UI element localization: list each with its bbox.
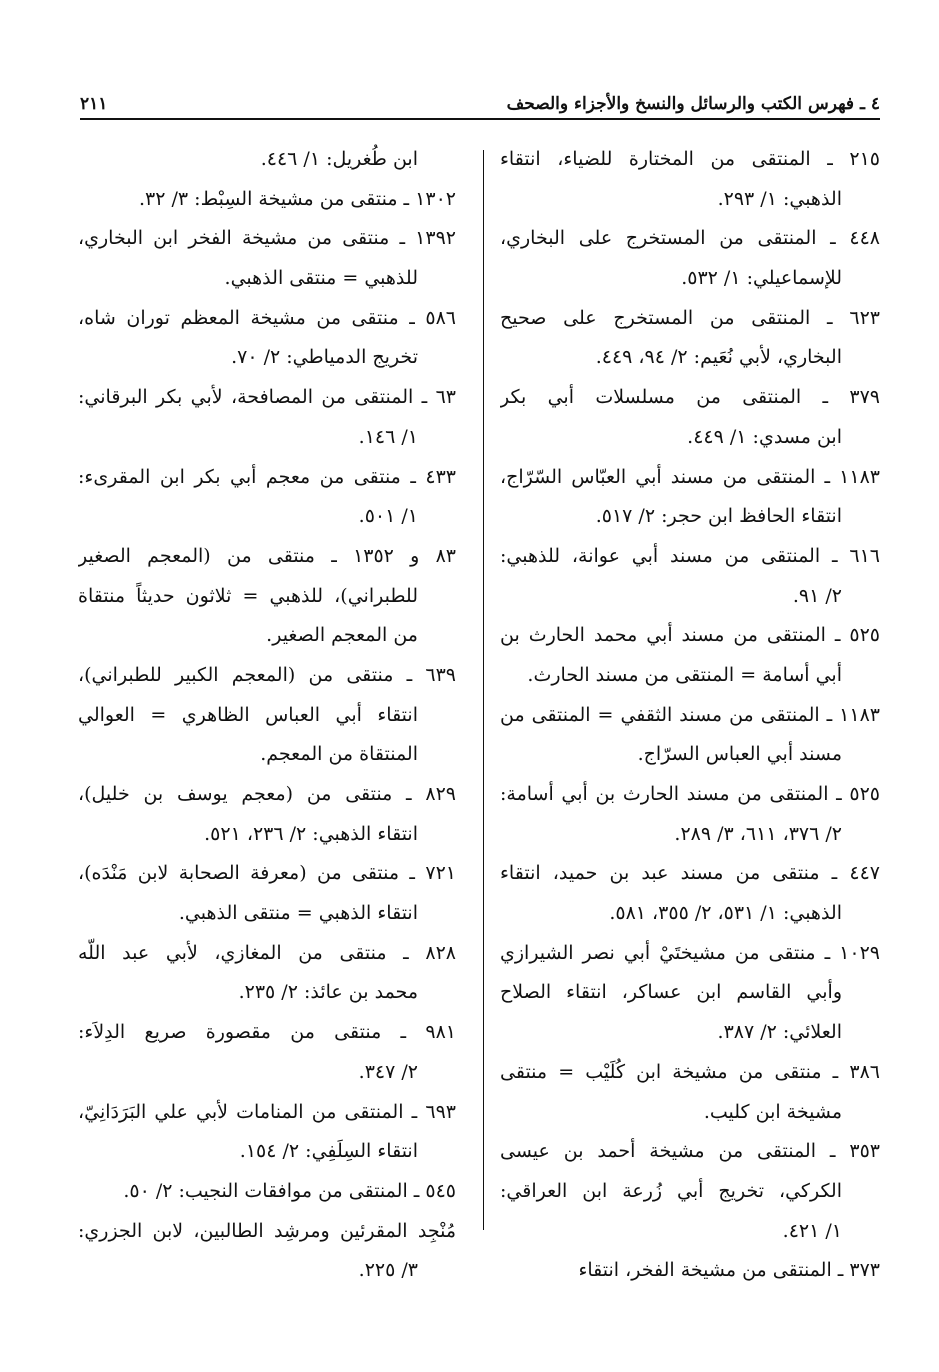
index-entry	[78, 854, 456, 933]
index-entry	[78, 537, 456, 656]
index-entry-continuation: ١/ ٤٢١.	[782, 1219, 842, 1242]
index-entry-headline: ٤٤٨ ـ المنتقى من المستخرج على البخاري،	[500, 227, 880, 250]
index-entry	[500, 696, 880, 775]
index-entry-headline: ٦٣٩ ـ منتقى من (المعجم الكبير للطبراني)،	[78, 663, 456, 686]
index-entry-headline: ٨٢٩ ـ منتقى من (معجم يوسف بن خليل)،	[78, 783, 456, 805]
index-entry-headline: ١٠٢٩ ـ منتقى من مشيختَيْ أبي نصر الشيرازي	[500, 941, 880, 964]
index-entry	[500, 934, 880, 1053]
index-entry	[500, 1251, 880, 1291]
index-entry	[78, 1093, 456, 1172]
index-entry	[78, 775, 456, 854]
index-entry-continuation: انتقاء أبي العباس الظاهري = العوالي	[78, 703, 418, 726]
index-entry-continuation: العلائي: ٢/ ٣٨٧.	[717, 1021, 842, 1044]
index-entry	[500, 854, 880, 933]
index-entry-continuation: وأبي القاسم ابن عساكر، انتقاء الصلاح	[500, 981, 842, 1004]
index-entry-continuation: مشيخة ابن كليب.	[703, 1100, 842, 1123]
index-entry-continuation: للذهبي = منتقى الذهبي.	[224, 267, 418, 290]
index-entry-headline: ٧٢١ ـ منتقى من (معرفة الصحابة لابن مَنْدَه)،	[78, 862, 456, 885]
index-entry	[78, 458, 456, 537]
index-entry-headline: مُنْجِد المقرئين ومرشِد الطالبين، لابن الجزري:	[78, 1219, 456, 1242]
index-entry	[500, 299, 880, 378]
index-entry-continuation: ٢/ ٩١.	[792, 584, 842, 607]
index-entry-headline: ٥٨٦ ـ منتقى من مشيخة المعظم توران شاه،	[78, 306, 456, 329]
index-entry	[78, 656, 456, 775]
page-header	[80, 82, 880, 114]
index-entry-continuation: ٢/ ٣٤٧.	[358, 1060, 418, 1083]
index-entry-continuation: الكركي، تخريج أبي زُرعة ابن العراقي:	[500, 1179, 842, 1202]
index-entry-headline: ١١٨٣ ـ المنتقى من مسند الثقفي = المنتقى من	[500, 703, 880, 726]
index-entry-headline: ٣٥٣ ـ المنتقى من مشيخة أحمد بن عيسى	[500, 1140, 880, 1163]
index-entry-continuation: ٢/ ٣٧٦، ٦١١، ٣/ ٢٨٩.	[674, 822, 842, 845]
page-number: ٢١١	[80, 94, 108, 114]
index-entry-continuation: أبي أسامة = المنتقى من مسند الحارث.	[527, 663, 842, 686]
index-column-right	[500, 140, 880, 1291]
index-column-left	[78, 140, 456, 1291]
index-entry-headline: ١١٨٣ ـ المنتقى من مسند أبي العبّاس السّرّاج،	[500, 465, 880, 488]
index-entry-headline: ٩٨١ ـ منتقى من مقصورة صريع الدِلاَء:	[78, 1021, 456, 1044]
index-entry-continuation: محمد بن عائذ: ٢/ ٢٣٥.	[238, 981, 418, 1004]
index-entry	[500, 219, 880, 298]
index-entry	[78, 1212, 456, 1291]
index-entry	[500, 775, 880, 854]
index-entry-headline: ٣٧٩ ـ المنتقى من مسلسلات أبي بكر	[500, 386, 880, 409]
index-entry	[500, 537, 880, 616]
index-entry	[500, 458, 880, 537]
index-entry	[78, 1172, 456, 1212]
index-entry-continuation: المنتقاة من المعجم.	[260, 743, 418, 766]
index-entry-headline: ٥٢٥ ـ المنتقى من مسند الحارث بن أبي أسامة:	[500, 783, 880, 805]
index-entry-headline: ٥٤٥ ـ المنتقى من موافقات النجيب: ٢/ ٥٠.	[123, 1179, 456, 1202]
index-entry-headline: ٥٢٥ ـ المنتقى من مسند أبي محمد الحارث بن	[500, 624, 880, 647]
index-entry	[500, 140, 880, 219]
index-entry-continuation: ١/ ١٤٦.	[358, 425, 418, 448]
index-entry	[78, 219, 456, 298]
index-entry	[78, 934, 456, 1013]
index-entry-continuation: مسند أبي العباس السرّاج.	[637, 743, 842, 766]
index-entry-headline: ١٣٩٢ ـ منتقى من مشيخة الفخر ابن البخاري،	[78, 227, 456, 250]
index-entry-headline: ٣٨٦ ـ منتقى من مشيخة ابن كُلَيْب = منتقى	[500, 1060, 880, 1083]
index-entry	[78, 180, 456, 220]
index-entry-continuation: تخريج الدمياطي: ٢/ ٧٠.	[231, 346, 418, 369]
index-entry-continuation: انتقاء الذهبي = منتقى الذهبي.	[178, 902, 418, 925]
index-entry-continuation: انتقاء السِلَفِي: ٢/ ١٥٤.	[239, 1140, 418, 1163]
index-entry-headline: ٤٤٧ ـ منتقى من مسند عبد بن حميد، انتقاء	[500, 862, 880, 885]
index-entry-continuation: ١/ ٥٠١.	[358, 505, 418, 528]
header-rule	[80, 118, 880, 120]
index-entry-headline: ٣٧٣ ـ المنتقى من مشيخة الفخر، انتقاء	[578, 1259, 880, 1282]
index-entry-continuation: انتقاء الذهبي: ٢/ ٢٣٦، ٥٢١.	[204, 822, 418, 845]
index-entry	[78, 378, 456, 457]
index-entry	[78, 299, 456, 378]
index-entry-continuation: ٣/ ٢٢٥.	[358, 1259, 418, 1282]
index-entry-continuation: ابن مسدي: ١/ ٤٤٩.	[687, 425, 842, 448]
index-entry-headline: ٢١٥ ـ المنتقى من المختارة للضياء، انتقاء	[500, 148, 880, 170]
index-entry-headline: ٦٣ ـ المنتقى من المصافحة، لأبي بكر البرقاني:	[78, 386, 456, 409]
index-entry-continuation: ابن طُغريل: ١/ ٤٤٦.	[260, 148, 418, 170]
index-entry-continuation: من المعجم الصغير.	[266, 624, 418, 647]
index-entry	[500, 378, 880, 457]
index-entry	[500, 616, 880, 695]
index-entry	[78, 140, 456, 180]
index-entry-continuation: الذهبي: ١/ ٢٩٣.	[717, 187, 842, 210]
index-entry-headline: ٦١٦ ـ المنتقى من مسند أبي عوانة، للذهبي:	[500, 544, 880, 567]
index-entry-headline: ٤٣٣ ـ منتقى من معجم أبي بكر ابن المقرىء:	[78, 465, 456, 488]
index-entry-continuation: الذهبي: ١/ ٥٣١، ٢/ ٣٥٥، ٥٨١.	[609, 902, 842, 925]
index-entry	[500, 1132, 880, 1251]
index-entry-headline: ١٣٠٢ ـ منتقى من مشيخة السِبْط: ٣/ ٣٢.	[138, 187, 456, 210]
index-entry-continuation: للإسماعيلي: ١/ ٥٣٢.	[681, 267, 842, 290]
index-entry-headline: ٨٢٨ ـ منتقى من المغازي، لأبي عبد اللّه	[78, 941, 456, 964]
index-entry-continuation: البخاري، لأبي نُعَيم: ٢/ ٩٤، ٤٤٩.	[595, 346, 842, 369]
index-entry-headline: ٦٩٣ ـ المنتقى من المنامات لأبي علي البَرَدَانِيّ،	[78, 1100, 456, 1123]
index-entry	[78, 1013, 456, 1092]
section-title: ٤ ـ فهرس الكتب والرسائل والنسخ والأجزاء والصحف	[506, 94, 880, 114]
index-entry-headline: ٨٣ و ١٣٥٢ ـ منتقى من (المعجم الصغير	[78, 544, 456, 567]
index-entry-continuation: للطبراني)، للذهبي = ثلاثون حديثاً منتقاة	[78, 584, 418, 607]
index-entry-continuation: انتقاء الحافظ ابن حجر: ٢/ ٥١٧.	[595, 505, 842, 528]
index-entry	[500, 1053, 880, 1132]
column-divider	[483, 150, 484, 1230]
index-entry-headline: ٦٢٣ ـ المنتقى من المستخرج على صحيح	[500, 306, 880, 329]
